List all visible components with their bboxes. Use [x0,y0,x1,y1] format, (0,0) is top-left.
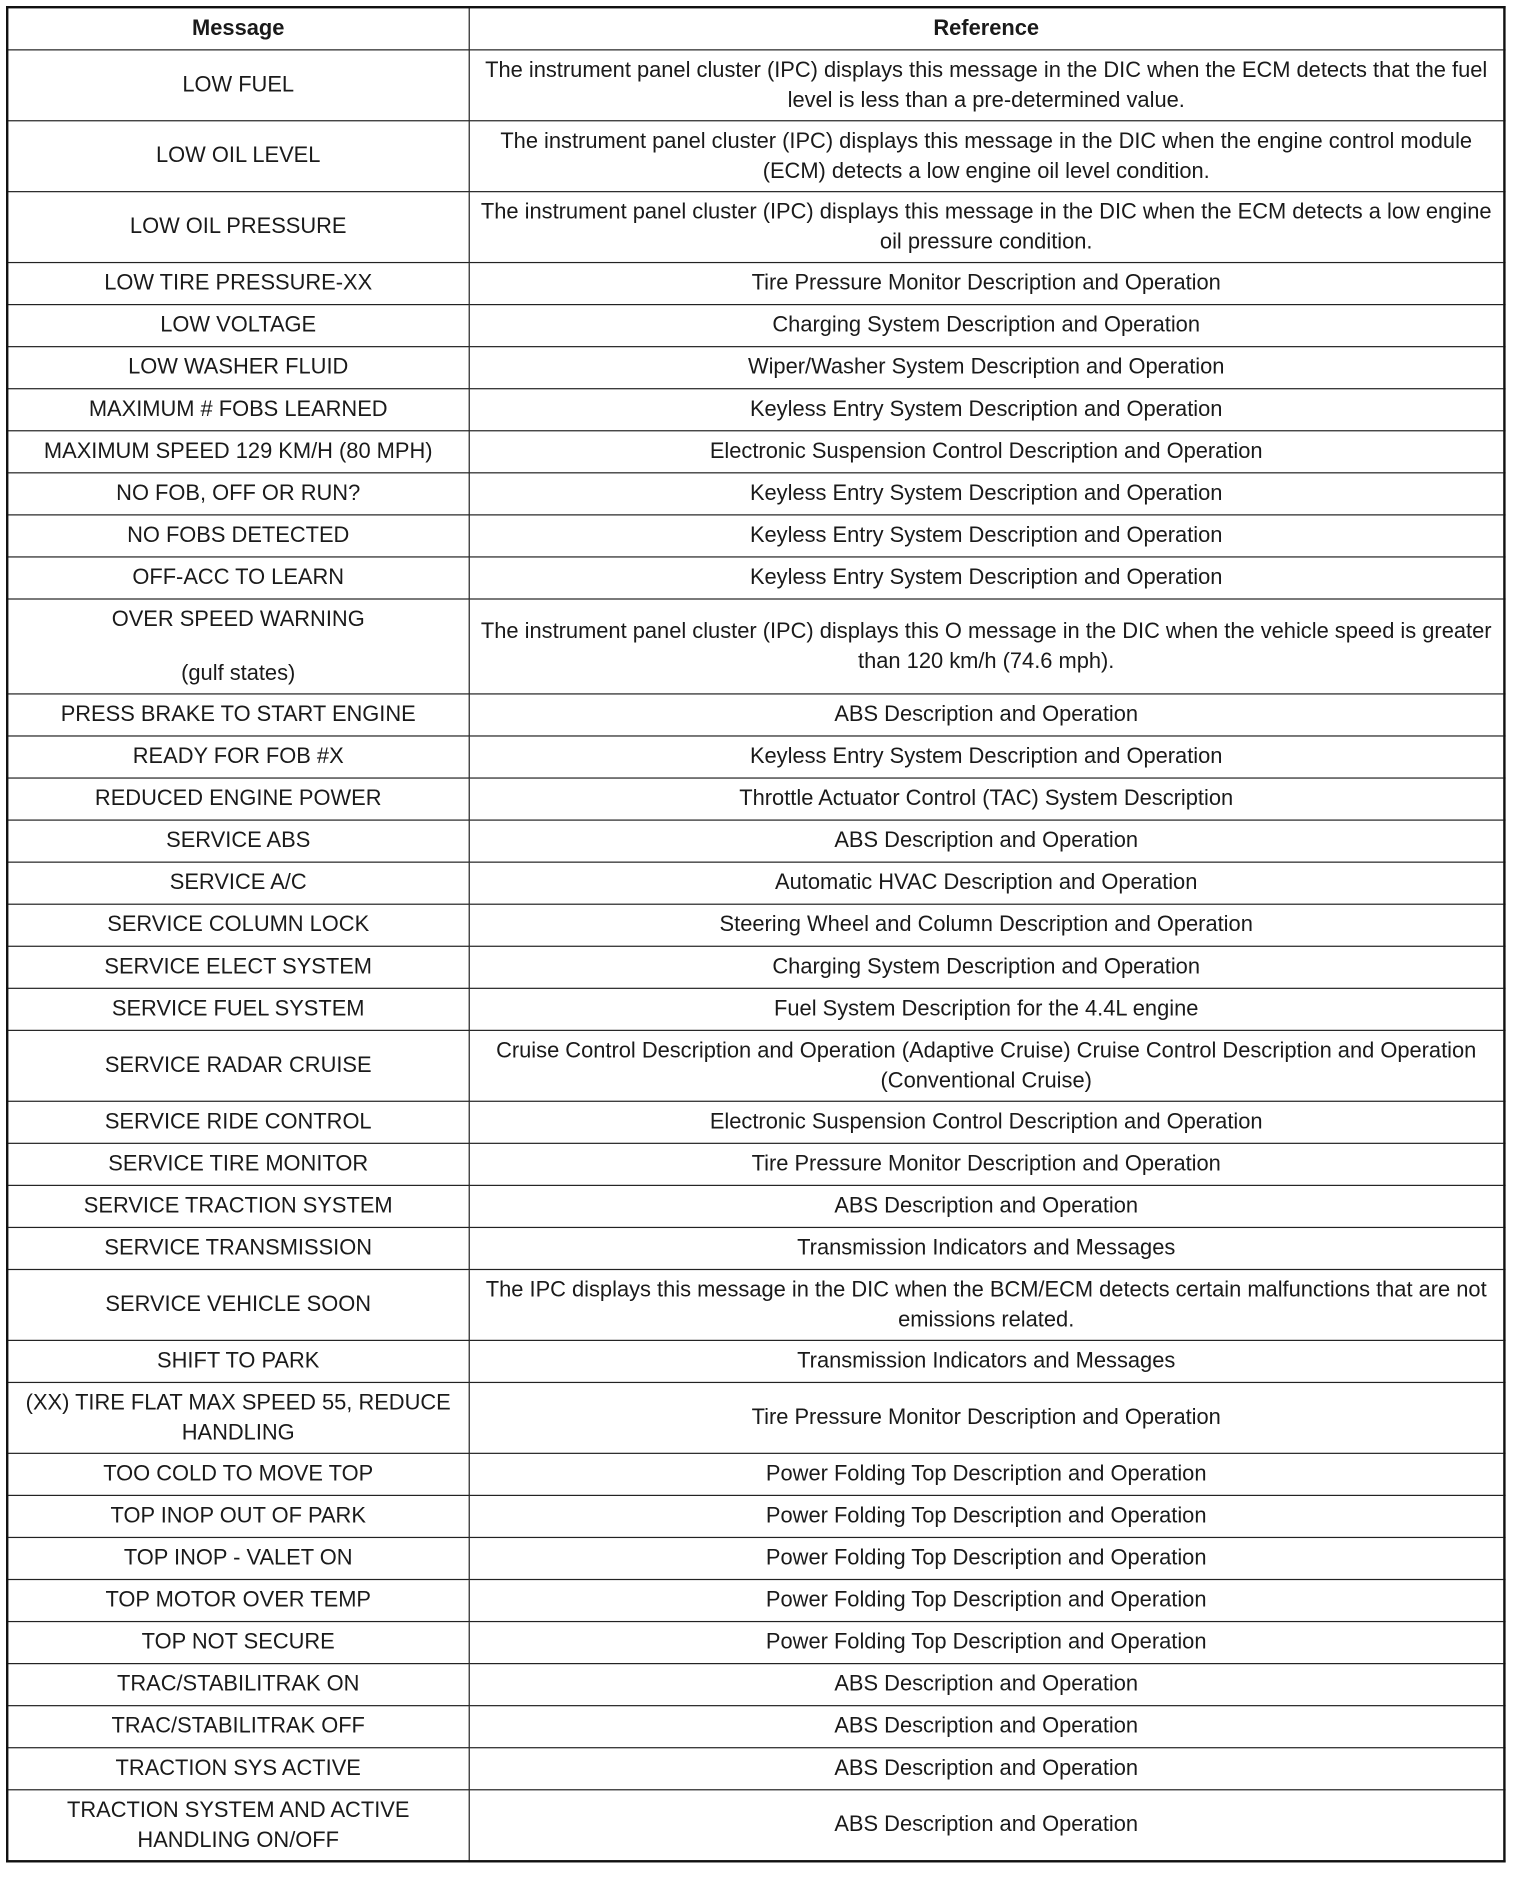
reference-column-header: Reference [469,7,1505,49]
message-text: LOW VOLTAGE [160,312,317,337]
message-cell [7,904,468,946]
reference-cell: Power Folding Top Description and Operation [469,1537,1505,1579]
message-cell [7,946,468,988]
message-text: SERVICE RIDE CONTROL [104,1109,372,1134]
reference-cell: Wiper/Washer System Description and Operation [469,346,1505,388]
message-text: LOW TIRE PRESSURE-XX [104,270,373,295]
message-cell [7,472,468,514]
message-text: SERVICE VEHICLE SOON [105,1291,371,1316]
message-cell [7,1495,468,1537]
message-cell [7,1030,468,1101]
message-text: LOW WASHER FLUID [128,354,349,379]
reference-cell: Electronic Suspension Control Description and Operation [469,1101,1505,1143]
reference-cell: ABS Description and Operation [469,1705,1505,1747]
reference-cell: The instrument panel cluster (IPC) displays this message in the DIC when the ECM detects a low engine oil pressure condition. [469,191,1505,262]
message-subtext: (gulf states) [181,660,296,685]
message-column-header: Message [7,7,468,49]
message-cell [7,1705,468,1747]
reference-cell: The instrument panel cluster (IPC) displays this O message in the DIC when the vehicle speed is greater than 120 km/h (74.6 mph). [469,598,1505,693]
message-text: TOO COLD TO MOVE TOP [103,1461,374,1486]
table-row [7,388,1504,430]
message-cell [7,1269,468,1340]
reference-cell: Power Folding Top Description and Operation [469,1579,1505,1621]
message-text: TOP INOP OUT OF PARK [110,1503,366,1528]
message-cell [7,1185,468,1227]
reference-cell: Steering Wheel and Column Description and Operation [469,904,1505,946]
message-cell [7,191,468,262]
message-cell [7,304,468,346]
table-row [7,1663,1504,1705]
message-cell [7,1101,468,1143]
message-text: SERVICE RADAR CRUISE [104,1052,372,1077]
message-cell [7,1227,468,1269]
message-text: READY FOR FOB #X [132,743,344,768]
reference-cell: Fuel System Description for the 4.4L engine [469,988,1505,1030]
message-text: SERVICE TIRE MONITOR [108,1151,369,1176]
reference-cell: Power Folding Top Description and Operation [469,1453,1505,1495]
message-cell [7,1747,468,1789]
reference-cell: Automatic HVAC Description and Operation [469,862,1505,904]
table-row [7,514,1504,556]
reference-cell: ABS Description and Operation [469,1663,1505,1705]
table-row [7,1382,1504,1453]
reference-cell: Power Folding Top Description and Operation [469,1495,1505,1537]
message-text: LOW OIL PRESSURE [129,213,347,238]
table-row [7,556,1504,598]
reference-cell: ABS Description and Operation [469,693,1505,735]
message-cell [7,598,468,693]
table-row [7,1227,1504,1269]
message-cell [7,735,468,777]
table-row [7,735,1504,777]
message-cell [7,988,468,1030]
table-row [7,1030,1504,1101]
message-cell [7,388,468,430]
message-text: SHIFT TO PARK [157,1348,320,1373]
reference-cell: Power Folding Top Description and Operation [469,1621,1505,1663]
table-row [7,191,1504,262]
message-text: TRAC/STABILITRAK OFF [111,1713,365,1738]
reference-cell: Keyless Entry System Description and Operation [469,735,1505,777]
table-row [7,1143,1504,1185]
message-cell [7,120,468,191]
message-cell [7,693,468,735]
message-text: LOW OIL LEVEL [156,142,321,168]
dic-messages-table [6,6,1506,1862]
table-row [7,693,1504,735]
reference-cell: The IPC displays this message in the DIC when the BCM/ECM detects certain malfunctions that are not emissions related. [469,1269,1505,1340]
reference-cell: ABS Description and Operation [469,1185,1505,1227]
message-cell [7,1340,468,1382]
table-row [7,430,1504,472]
reference-cell: Charging System Description and Operation [469,304,1505,346]
table-row [7,49,1504,120]
message-text: TOP MOTOR OVER TEMP [105,1587,371,1612]
table-row [7,1101,1504,1143]
message-cell [7,777,468,819]
table-row [7,1185,1504,1227]
message-text: TOP NOT SECURE [141,1629,335,1654]
table-row [7,120,1504,191]
message-text: SERVICE ABS [166,827,311,852]
reference-cell: Electronic Suspension Control Description and Operation [469,430,1505,472]
table-row [7,1340,1504,1382]
message-text: LOW FUEL [182,72,295,97]
message-cell [7,1143,468,1185]
message-cell [7,346,468,388]
message-text: SERVICE A/C [169,869,307,894]
table-row [7,988,1504,1030]
table-row [7,904,1504,946]
message-text: REDUCED ENGINE POWER [94,785,382,810]
table-row [7,862,1504,904]
message-cell [7,1789,468,1860]
message-text: TOP INOP - VALET ON [123,1545,353,1570]
table-row [7,598,1504,693]
table-row [7,1705,1504,1747]
reference-cell: Tire Pressure Monitor Description and Operation [469,262,1505,304]
reference-cell: ABS Description and Operation [469,1747,1505,1789]
message-cell [7,1453,468,1495]
message-cell [7,1663,468,1705]
message-cell [7,819,468,861]
message-text: SERVICE ELECT SYSTEM [104,954,373,979]
reference-cell: Throttle Actuator Control (TAC) System Description [469,777,1505,819]
message-text: MAXIMUM SPEED 129 KM/H (80 MPH) [43,438,433,463]
reference-cell: The instrument panel cluster (IPC) displays this message in the DIC when the engine control module (ECM) detects a low engine oil level condition. [469,120,1505,191]
message-text: (XX) TIRE FLAT MAX SPEED 55, REDUCE HANDLING [25,1389,451,1444]
reference-cell: Keyless Entry System Description and Operation [469,472,1505,514]
message-text: TRACTION SYSTEM AND ACTIVE HANDLING ON/OFF [66,1796,410,1852]
reference-cell: Transmission Indicators and Messages [469,1227,1505,1269]
reference-cell: Cruise Control Description and Operation (Adaptive Cruise) Cruise Control Description and Operation (Conventional Cruise) [469,1030,1505,1101]
table-row [7,1579,1504,1621]
reference-cell: Transmission Indicators and Messages [469,1340,1505,1382]
reference-cell: Keyless Entry System Description and Operation [469,556,1505,598]
table-row [7,1789,1504,1860]
table-row [7,1453,1504,1495]
message-cell [7,862,468,904]
message-text: SERVICE TRACTION SYSTEM [83,1193,393,1218]
reference-cell: Tire Pressure Monitor Description and Operation [469,1143,1505,1185]
reference-cell: ABS Description and Operation [469,819,1505,861]
message-text: SERVICE TRANSMISSION [104,1235,373,1260]
reference-cell: ABS Description and Operation [469,1789,1505,1860]
table-row [7,262,1504,304]
table-row [7,346,1504,388]
message-cell [7,514,468,556]
reference-cell: The instrument panel cluster (IPC) displays this message in the DIC when the ECM detects that the fuel level is less than a pre-determined value. [469,49,1505,120]
table-row [7,1747,1504,1789]
message-text: OFF-ACC TO LEARN [132,564,345,589]
message-cell [7,1579,468,1621]
table-row [7,1621,1504,1663]
message-cell [7,1537,468,1579]
table-row [7,1495,1504,1537]
message-text: NO FOB, OFF OR RUN? [116,480,361,505]
table-row [7,472,1504,514]
message-cell [7,1382,468,1453]
table-row [7,304,1504,346]
table-header-row [7,7,1504,49]
table-row [7,819,1504,861]
message-cell [7,556,468,598]
message-text: SERVICE COLUMN LOCK [107,912,370,937]
table-body [7,49,1504,1860]
message-cell [7,430,468,472]
message-cell [7,1621,468,1663]
message-text: OVER SPEED WARNING [111,606,365,631]
reference-cell: Keyless Entry System Description and Operation [469,514,1505,556]
message-text: NO FOBS DETECTED [127,522,350,547]
message-cell [7,262,468,304]
message-text: TRACTION SYS ACTIVE [115,1755,361,1780]
reference-cell: Charging System Description and Operation [469,946,1505,988]
message-cell [7,49,468,120]
table-row [7,1269,1504,1340]
message-text: SERVICE FUEL SYSTEM [111,996,365,1021]
message-text: TRAC/STABILITRAK ON [116,1671,360,1696]
message-text: MAXIMUM # FOBS LEARNED [88,396,388,421]
table-row [7,946,1504,988]
message-text: PRESS BRAKE TO START ENGINE [60,701,416,726]
table-row [7,1537,1504,1579]
reference-cell: Keyless Entry System Description and Operation [469,388,1505,430]
table-row [7,777,1504,819]
reference-cell: Tire Pressure Monitor Description and Operation [469,1382,1505,1453]
